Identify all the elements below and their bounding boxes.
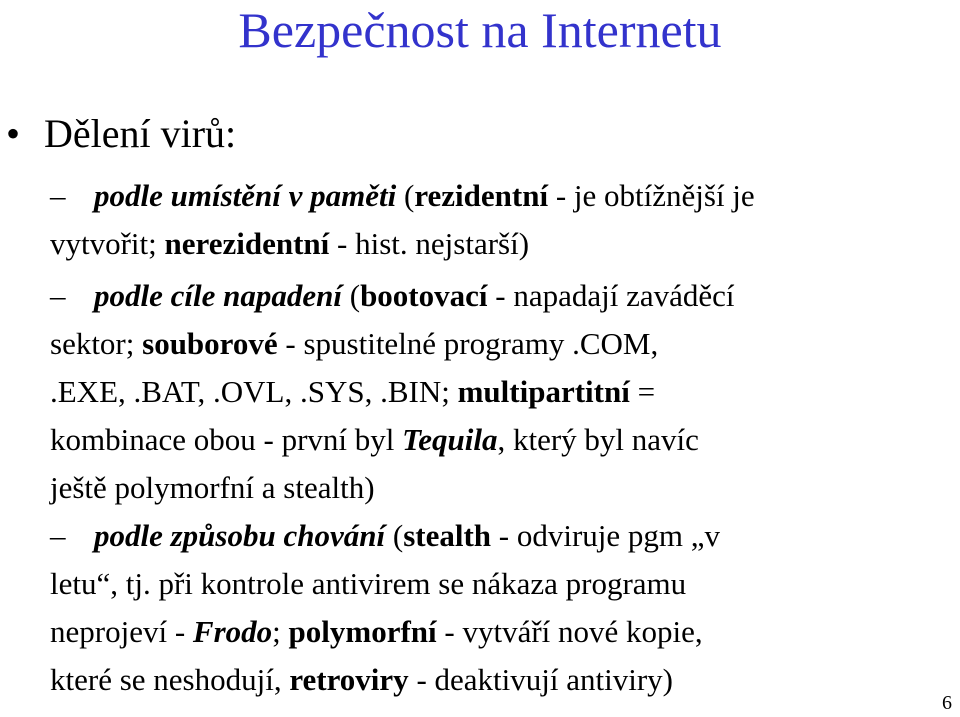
page-number: 6 (942, 692, 952, 714)
text-run: ještě polymorfní a stealth) (50, 470, 375, 505)
text-run: - odviruje pgm „v (491, 518, 721, 553)
italic-term: Frodo (192, 614, 273, 649)
text-run: - je obtížnější je (548, 178, 755, 213)
italic-heading: podle způsobu chování (94, 518, 386, 553)
text-run: - deaktivují antiviry) (408, 662, 673, 697)
text-run: vytvořit; (50, 226, 165, 261)
text-run: sektor; (50, 326, 143, 361)
sub-item-text (50, 172, 930, 268)
text-line (50, 220, 930, 268)
bold-term: stealth (403, 518, 492, 553)
bold-term: polymorfní (288, 614, 437, 649)
text-run: ( (385, 518, 404, 553)
italic-heading: podle umístění v paměti (94, 178, 397, 213)
bold-term: nerezidentní (164, 226, 330, 261)
bold-term: bootovací (360, 278, 488, 313)
sub-item-text (50, 512, 930, 704)
text-run: neprojeví - (50, 614, 193, 649)
text-line (50, 608, 930, 656)
italic-heading: podle cíle napadení (94, 278, 342, 313)
sub-item-behavior (50, 512, 930, 704)
text-run: = (629, 374, 656, 409)
text-line (50, 656, 930, 704)
sub-item-memory (50, 172, 930, 268)
text-run: .EXE, .BAT, .OVL, .SYS, .BIN; (50, 374, 458, 409)
text-line (50, 368, 930, 416)
text-run: kombinace obou - první byl (50, 422, 403, 457)
text-run: letu“, tj. při kontrole antivirem se nákaza programu (50, 566, 687, 601)
text-line (50, 464, 930, 512)
dash-icon: – (50, 178, 66, 213)
text-run: , který byl navíc (497, 422, 699, 457)
slide-title: Bezpečnost na Internetu (238, 2, 722, 58)
text-run: - napadají zaváděcí (487, 278, 735, 313)
text-run: ( (396, 178, 415, 213)
text-run: - vytváří nové kopie, (436, 614, 703, 649)
dash-icon: – (50, 278, 66, 313)
dash-icon: – (50, 518, 66, 553)
main-bullet-text: Dělení virů: (44, 111, 237, 156)
main-bullet (6, 110, 236, 158)
text-run: ; (272, 614, 289, 649)
text-run: - spustitelné programy .COM, (277, 326, 659, 361)
text-line (94, 172, 930, 220)
sub-item-target (50, 272, 930, 512)
text-run: - hist. nejstarší) (329, 226, 530, 261)
text-run: které se neshodují, (50, 662, 290, 697)
bold-term: multipartitní (457, 374, 630, 409)
text-line (94, 272, 930, 320)
text-line (50, 416, 930, 464)
bold-term: souborové (142, 326, 278, 361)
italic-term: Tequila (402, 422, 498, 457)
bullet-icon: • (6, 111, 21, 156)
text-run: ( (341, 278, 361, 313)
text-line (94, 512, 930, 560)
text-line (50, 560, 930, 608)
sub-item-text (50, 272, 930, 512)
bold-term: rezidentní (414, 178, 549, 213)
bold-term: retroviry (289, 662, 409, 697)
text-line (50, 320, 930, 368)
